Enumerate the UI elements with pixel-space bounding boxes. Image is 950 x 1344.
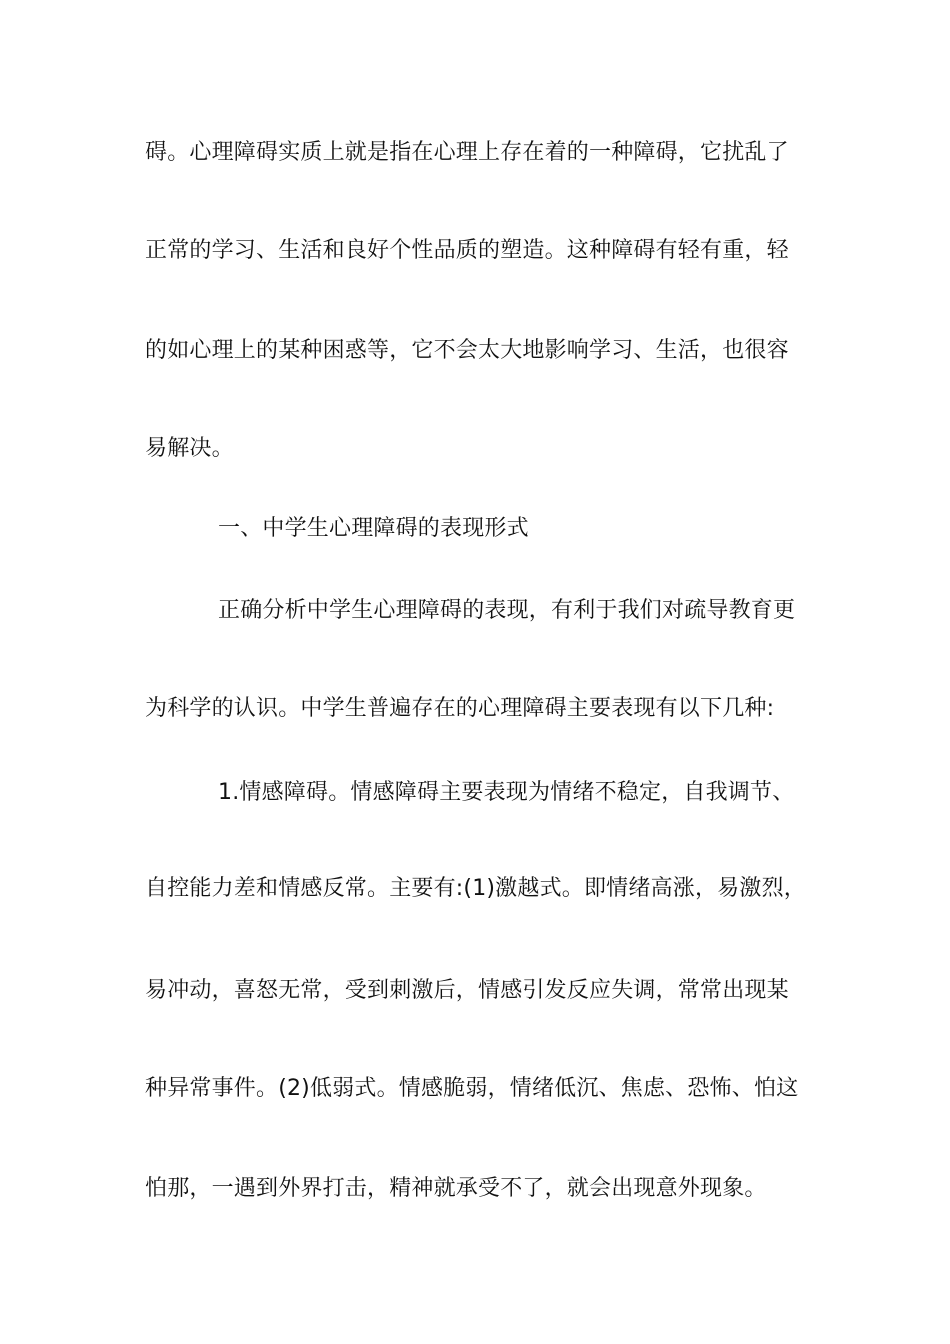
paragraph-line: 种异常事件。(2)低弱式。情感脆弱，情绪低沉、焦虑、恐怖、怕这 — [145, 1076, 799, 1101]
paragraph-line: 易解决。 — [145, 436, 234, 461]
paragraph-line: 1.情感障碍。情感障碍主要表现为情绪不稳定，自我调节、 — [218, 780, 795, 805]
paragraph-line: 为科学的认识。中学生普遍存在的心理障碍主要表现有以下几种: — [145, 696, 775, 721]
paragraph-line: 碍。心理障碍实质上就是指在心理上存在着的一种障碍，它扰乱了 — [145, 140, 789, 165]
paragraph-line: 易冲动，喜怒无常，受到刺激后，情感引发反应失调，常常出现某 — [145, 978, 789, 1003]
paragraph-line: 正常的学习、生活和良好个性品质的塑造。这种障碍有轻有重，轻 — [145, 238, 789, 263]
paragraph-line: 正确分析中学生心理障碍的表现，有利于我们对疏导教育更 — [218, 598, 796, 623]
paragraph-line: 的如心理上的某种困惑等，它不会太大地影响学习、生活，也很容 — [145, 338, 789, 363]
paragraph-line: 自控能力差和情感反常。主要有:(1)激越式。即情绪高涨，易激烈， — [145, 876, 806, 901]
paragraph-line: 怕那，一遇到外界打击，精神就承受不了，就会出现意外现象。 — [145, 1176, 767, 1201]
section-heading: 一、中学生心理障碍的表现形式 — [218, 516, 529, 541]
